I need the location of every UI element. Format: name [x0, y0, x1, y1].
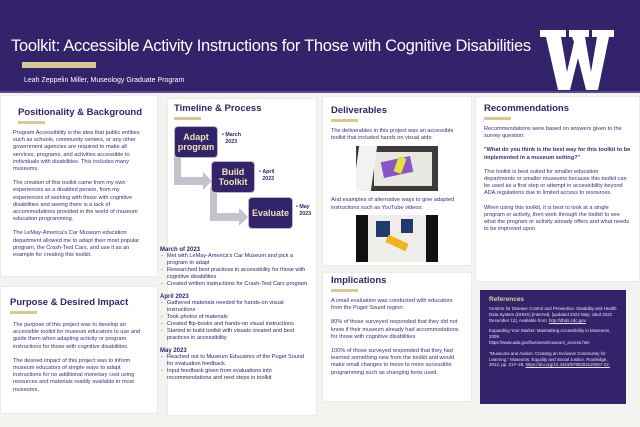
timeline-heading: Timeline & Process: [174, 103, 262, 114]
step-date: • March 2023: [222, 132, 241, 145]
timeline-panel: [160, 98, 317, 416]
step-date: • May 2023: [296, 204, 312, 217]
poster-title: Toolkit: Accessible Activity Instructions for Those with Cognitive Disabilities: [11, 37, 531, 55]
implications-panel: [322, 272, 472, 402]
purpose-text: The purpose of this project was to develop an accessible toolkit for museum educators to use and guide them when adapting activity or program instructions for those with cognitive disabilities.: [13, 322, 141, 350]
positionality-panel: [0, 95, 158, 277]
positionality-text: Program Accessibility is the idea that public entities such as schools, community centers, or any other government agencies are required to make all services, programs, and activities accessible to individuals with disabilities. This includes many museums.: [13, 130, 140, 173]
section-title: May 2023: [160, 348, 187, 354]
reference-link[interactable]: http://dhds.cdc.gov: [548, 317, 586, 323]
bullet-list: [160, 300, 310, 342]
implications-heading: Implications: [331, 275, 387, 286]
uw-logo: [540, 30, 614, 90]
purpose-panel: [0, 286, 158, 414]
positionality-text: The LeMay-America's Car Museum education department allowed me to adapt their most popular program, the Crash-Test Cars, and use it as an example for creating this toolkit.: [13, 230, 140, 259]
recommendations-heading: Recommendations: [484, 103, 569, 114]
list-item: - Gathered materials needed for hands-on visual instructions: [160, 300, 310, 314]
deliverables-panel: [322, 96, 472, 266]
gold-divider: [331, 119, 358, 122]
step-evaluate: Evaluate: [248, 197, 293, 229]
gold-divider: [484, 117, 511, 120]
section-title: March of 2023: [160, 247, 201, 253]
recommendations-text: This toolkit is best suited for smaller education departments or smaller museums because this toolkit can be used as a first step or attempt in accessibility beyond ADA regulations due to limited access to resources.: [484, 168, 627, 197]
references-heading: References: [489, 296, 525, 303]
positionality-text: The creation of this toolkit came from my own experiences as a disabled person, from my experiences of working with those with cognitive disabilities and seeing there is a lack of accommodations provided in the world of museum education programming.: [13, 180, 138, 223]
reference-item: Centers for Disease Control and Prevention. Disability and Health Data System (DHDS) [Internet]. [updated 2022 May; cited 2022 December 12]. Available from: http://dhds.cdc.gov: [489, 306, 617, 323]
reference-item: "Museums and Autism: Creating an Inclusive Community for Learning." Museums, Equality and Social Justice, Routledge, 2012, pp. 217–28, https://doi.org/10.4324/9780203120057-22.: [489, 350, 610, 368]
gold-divider: [331, 289, 358, 292]
list-item: - Reached out to Museum Educators of the Puget Sound for evaluation feedback.: [160, 354, 310, 368]
deliverables-text: And examples of alternative ways to give adapted instructions such as YouTube videos:: [331, 197, 455, 211]
deliverables-heading: Deliverables: [331, 105, 387, 116]
deliverables-text: The deliverables in this project was an accessible toolkit that included hands on visual aids:: [331, 128, 454, 142]
gold-divider: [18, 121, 45, 124]
survey-question: "What do you think is the best way for this toolkit to be implemented in a museum setting?": [484, 147, 631, 161]
references-box: [480, 290, 626, 404]
recommendations-panel: [475, 96, 640, 282]
list-item: - Started to build toolkit with visuals created and best practices in accessibility: [160, 328, 310, 342]
list-item: - Researched best practices in accessibility for those with cognitive disabilities: [160, 267, 310, 281]
list-item: - Took photos of materials: [160, 314, 310, 321]
recommendations-text: When using this toolkit, it is best to look at a single program or activity, then work through the toolkit to see what the program or activity already offers and what needs to be improved upon.: [484, 204, 630, 233]
implications-text: 80% of those surveyed responded that they did not know if their museum already had accommodations for those with cognitive disabilities: [331, 319, 459, 340]
toolkit-photo: [356, 146, 438, 191]
list-item: - Input feedback given from evaluations into recommendations and next steps in toolkit: [160, 368, 310, 382]
list-item: - Created flip-books and hands-on visual instructions: [160, 321, 310, 328]
recommendations-intro: Recommendations were based on answers given to the survey question:: [484, 126, 622, 140]
poster-header: [0, 0, 640, 93]
section-title: April 2023: [160, 294, 189, 300]
implications-text: 100% of those surveyed responded that they had learned something new from the toolkit and would make small changes to move to more accessible programming such as changing fonts used.: [331, 348, 455, 376]
bullet-list: [160, 354, 310, 382]
author-line: Leah Zeppelin Miller, Museology Graduate Program: [24, 77, 185, 84]
step-date: • April 2023: [259, 169, 275, 182]
purpose-text: The desired impact of this project was to inform museum educators of simple ways to adapt instructions for no additional monetary cost using resources and materials readily available in most museums.: [13, 357, 135, 393]
step-adapt-program: Adapt program: [174, 126, 218, 158]
video-thumbnail[interactable]: [356, 215, 438, 262]
reference-item: Expanding Your Market: Maintaining Accessibility in Museums, 2009. https://www.ada.gov/business/museum_access.htm: [489, 328, 611, 345]
reference-link[interactable]: https://www.ada.gov/business/museum_access.htm: [489, 339, 590, 345]
implications-text: A small evaluation was conducted with educators from the Puget Sound region:: [331, 298, 453, 312]
reference-link[interactable]: https://doi.org/10.4324/9780203120057-22.: [525, 362, 610, 368]
list-item: - Met with LeMay-America's Car Museum and pick a program to adapt: [160, 253, 310, 267]
positionality-heading: Positionality & Background: [18, 107, 143, 118]
gold-divider: [22, 62, 96, 68]
bullet-list: [160, 253, 310, 288]
step-build-toolkit: Build Toolkit: [211, 161, 255, 193]
gold-divider: [10, 311, 37, 314]
purpose-heading: Purpose & Desired Impact: [10, 297, 129, 308]
timeline-details: [160, 247, 310, 388]
list-item: - Created written instructions for Crash-Test Cars program: [160, 281, 310, 288]
